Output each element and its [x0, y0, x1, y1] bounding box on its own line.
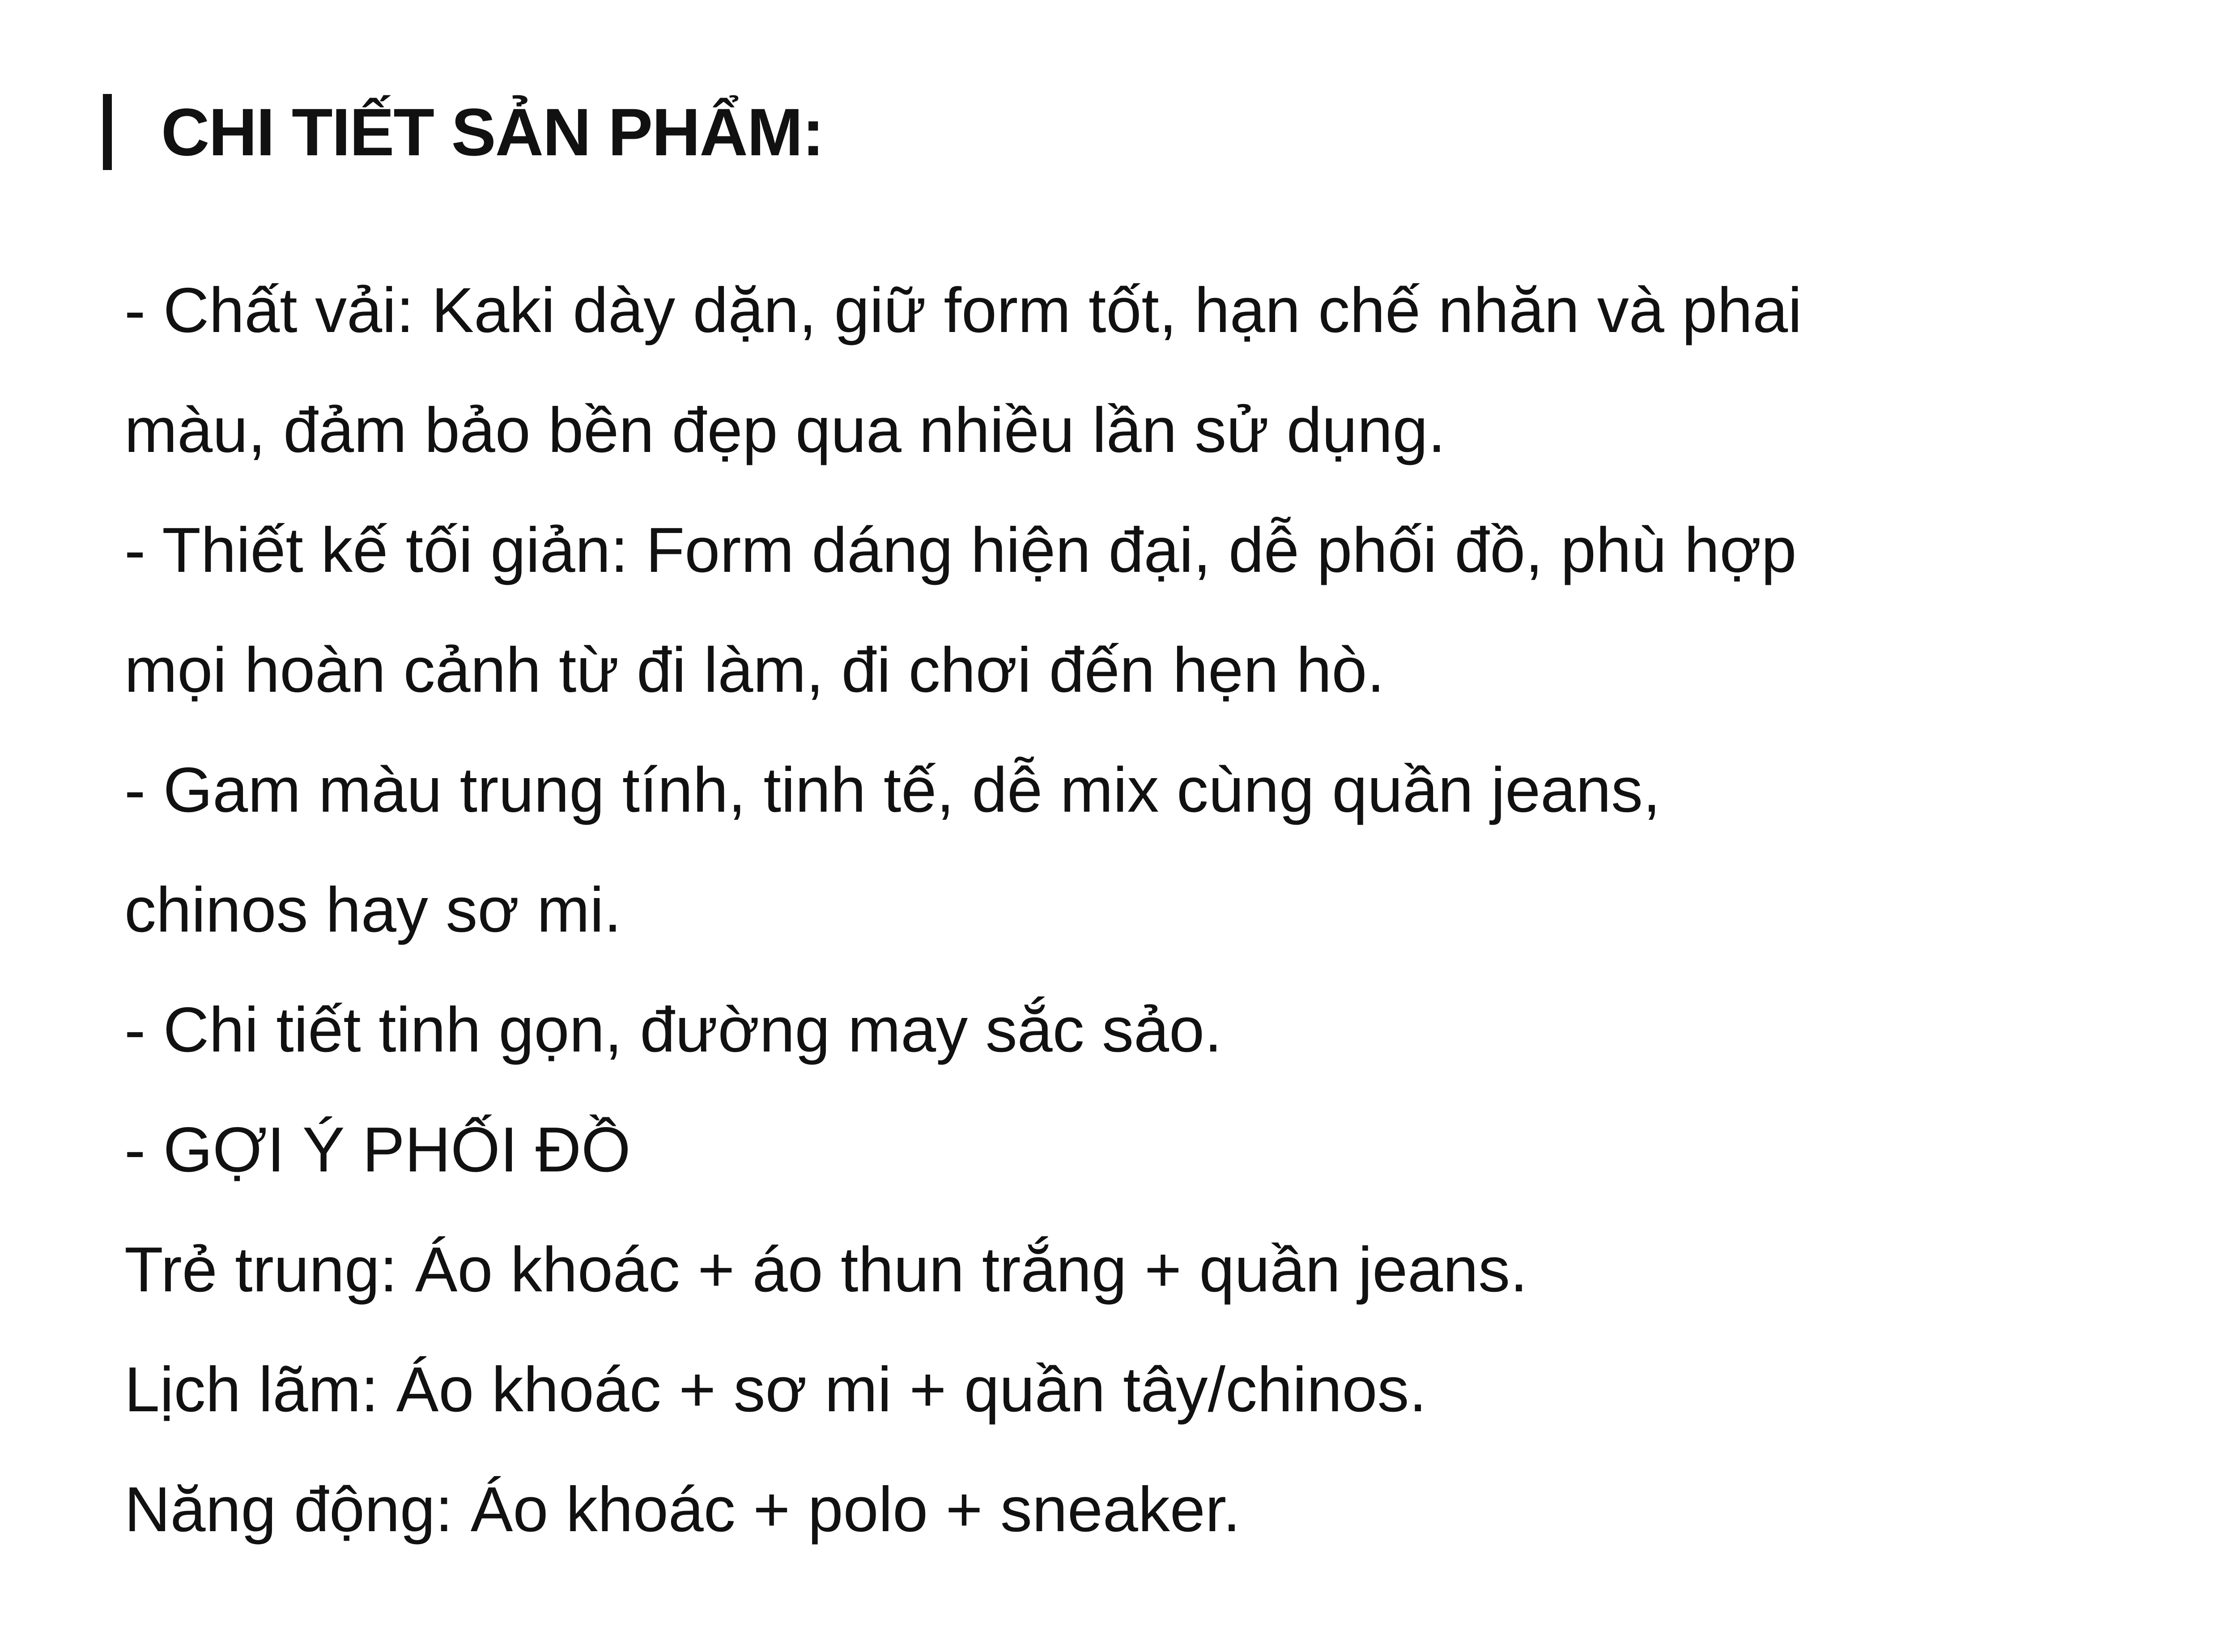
description-line-outfit-heading: - GỢI Ý PHỐI ĐỒ: [124, 1114, 631, 1185]
description-line-outfit-youthful: Trẻ trung: Áo khoác + áo thun trắng + quần jeans.: [124, 1234, 1528, 1305]
description-line-fabric-1: - Chất vải: Kaki dày dặn, giữ form tốt, hạn chế nhăn và phai: [124, 275, 1802, 346]
description-line-design-2: mọi hoàn cảnh từ đi làm, đi chơi đến hẹn hò.: [124, 634, 1385, 706]
heading-accent-bar: [103, 94, 112, 170]
description-line-outfit-elegant: Lịch lãm: Áo khoác + sơ mi + quần tây/chinos.: [124, 1354, 1427, 1425]
description-line-outfit-dynamic: Năng động: Áo khoác + polo + sneaker.: [124, 1474, 1241, 1545]
description-line-fabric-2: màu, đảm bảo bền đẹp qua nhiều lần sử dụng.: [124, 395, 1446, 466]
description-line-detail: - Chi tiết tinh gọn, đường may sắc sảo.: [124, 994, 1222, 1065]
product-description: [124, 251, 2182, 1570]
heading-title: CHI TIẾT SẢN PHẨM:: [161, 94, 824, 170]
description-line-color-2: chinos hay sơ mi.: [124, 874, 622, 945]
description-line-design-1: - Thiết kế tối giản: Form dáng hiện đại, dễ phối đồ, phù hợp: [124, 515, 1797, 586]
section-heading: [103, 87, 824, 177]
description-line-color-1: - Gam màu trung tính, tinh tế, dễ mix cùng quần jeans,: [124, 754, 1661, 826]
